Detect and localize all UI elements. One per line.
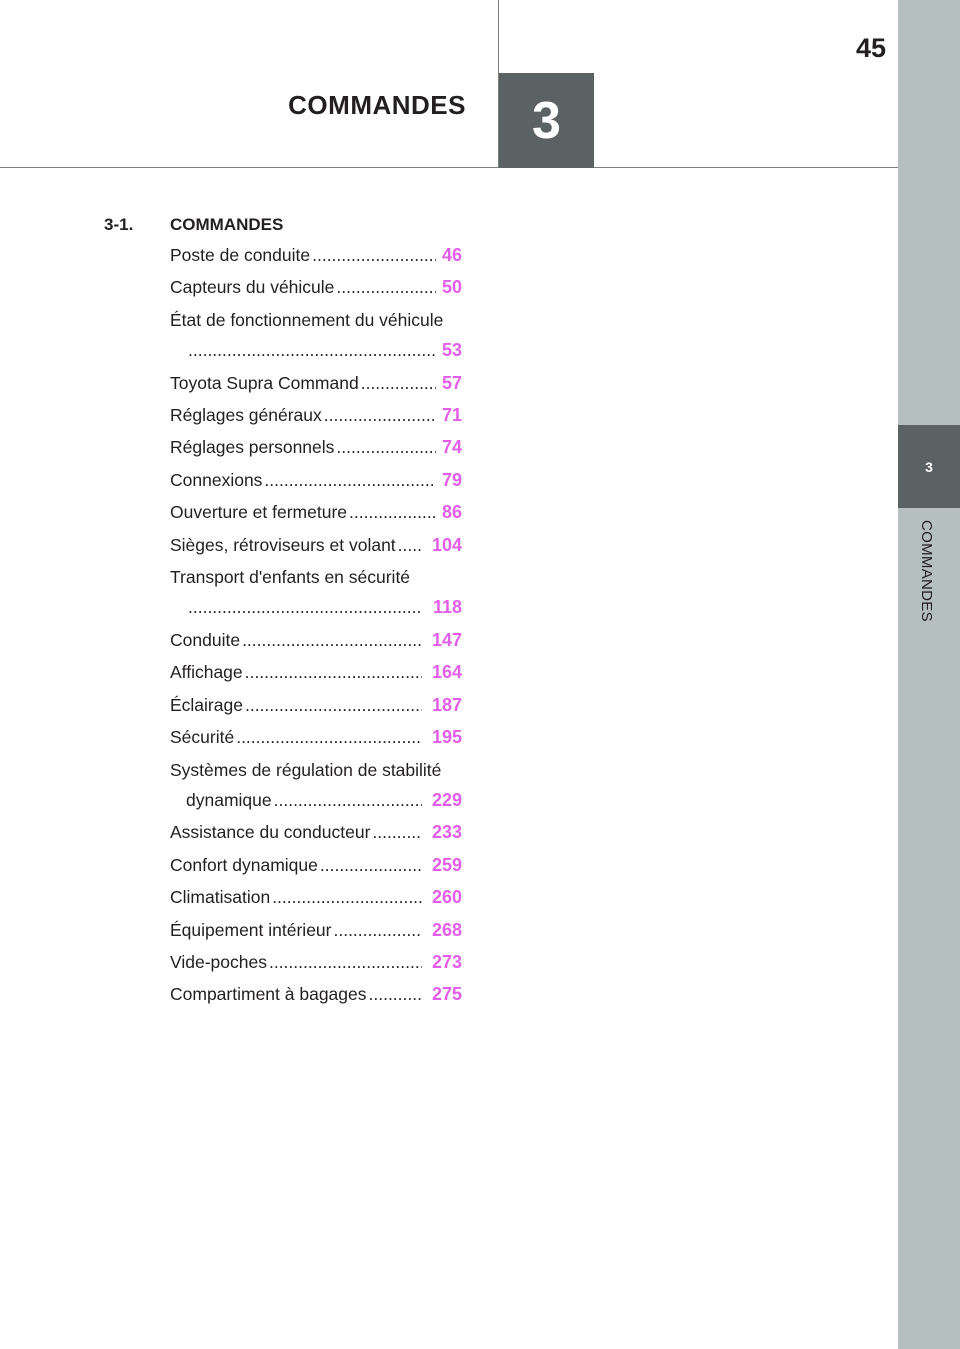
- toc-entry-leader-dots: [398, 529, 422, 561]
- toc-entry-title: Sièges, rétroviseurs et volant: [170, 534, 396, 555]
- toc-entry[interactable]: [170, 849, 462, 881]
- toc-entry-leader-dots: [372, 816, 422, 848]
- toc-entry[interactable]: [170, 978, 462, 1010]
- toc-entry-page-link[interactable]: 74: [441, 437, 462, 458]
- toc-section-number: 3-1.: [104, 215, 134, 234]
- toc-entry[interactable]: [170, 689, 462, 721]
- toc-entry[interactable]: [170, 881, 462, 913]
- toc-entry-title: Transport d'enfants en sécurité: [170, 567, 411, 588]
- page-number: 45: [855, 33, 886, 63]
- toc-entry-title: Ouverture et fermeture: [170, 502, 348, 523]
- toc-entry-page-link[interactable]: 57: [441, 372, 462, 393]
- toc-entry-page-link[interactable]: 147: [431, 629, 462, 650]
- toc-entry-page-link[interactable]: 118: [432, 597, 462, 618]
- toc-entry-page-link[interactable]: 164: [431, 662, 462, 683]
- toc-entry-leader-dots: [245, 656, 422, 688]
- toc-entry-leader-dots: [242, 624, 422, 656]
- side-chapter-label: COMMANDES: [918, 520, 935, 622]
- toc-entry-leader-dots: [336, 431, 436, 463]
- toc-entry-page-link[interactable]: 260: [431, 887, 462, 908]
- toc-entry[interactable]: [170, 304, 462, 367]
- toc-entry-page-link[interactable]: 275: [431, 984, 462, 1005]
- toc-entry-leader-dots: [188, 334, 436, 366]
- toc-entry-title-continued: dynamique: [186, 789, 272, 810]
- toc-entries: [170, 239, 462, 1011]
- toc-entry[interactable]: [170, 367, 462, 399]
- toc-entry[interactable]: [170, 529, 462, 561]
- toc-entry-leader-dots: [369, 978, 423, 1010]
- side-chapter-tab[interactable]: 3: [898, 425, 960, 508]
- toc-entry[interactable]: [170, 561, 462, 624]
- toc-entry-leader-dots: [245, 689, 422, 721]
- toc-entry-leader-dots: [349, 496, 436, 528]
- toc-entry-title: État de fonctionnement du véhicule: [170, 309, 444, 330]
- toc-entry-title: Réglages personnels: [170, 437, 335, 458]
- toc-entry-leader-dots: [269, 946, 422, 978]
- toc-entry-leader-dots: [274, 784, 422, 816]
- toc-entry[interactable]: [170, 816, 462, 848]
- side-thumb-strip: [898, 0, 960, 1349]
- toc-entry-leader-dots: [361, 367, 436, 399]
- toc-entry-page-link[interactable]: 187: [431, 694, 462, 715]
- toc-entry-title: Équipement intérieur: [170, 919, 332, 940]
- toc-entry[interactable]: [170, 946, 462, 978]
- toc-entry-title: Poste de conduite: [170, 245, 311, 265]
- toc-entry[interactable]: [170, 624, 462, 656]
- toc-entry-page-link[interactable]: 79: [441, 469, 462, 490]
- toc-entry-title: Conduite: [170, 629, 241, 650]
- chapter-number-box: 3: [499, 73, 594, 168]
- toc-entry-leader-dots: [320, 849, 422, 881]
- toc-entry-leader-dots: [333, 914, 422, 946]
- toc-entry-leader-dots: [312, 239, 436, 271]
- toc-entry-title: Capteurs du véhicule: [170, 277, 335, 298]
- toc-entry[interactable]: [170, 239, 462, 271]
- toc-entry-leader-dots: [336, 271, 436, 303]
- toc-entry-page-link[interactable]: 268: [431, 919, 462, 940]
- toc-entry-page-link[interactable]: 259: [431, 854, 462, 875]
- toc-entry[interactable]: [170, 399, 462, 431]
- toc-entry-page-link[interactable]: 273: [431, 951, 462, 972]
- toc-entry-title: Éclairage: [170, 694, 243, 715]
- toc-entry-title: Systèmes de régulation de stabilité: [170, 759, 442, 780]
- toc-entry[interactable]: [170, 656, 462, 688]
- toc-entry-page-link[interactable]: 229: [431, 789, 462, 810]
- toc-entry-title: Sécurité: [170, 727, 235, 748]
- toc-entry-page-link[interactable]: 50: [441, 277, 462, 298]
- toc-entry-title: Vide-poches: [170, 951, 267, 972]
- toc-entry[interactable]: [170, 431, 462, 463]
- toc-section-header: [104, 215, 474, 239]
- toc-entry-title: Toyota Supra Command: [170, 372, 359, 393]
- toc-entry[interactable]: [170, 914, 462, 946]
- toc-entry-leader-dots: [324, 399, 436, 431]
- toc-entry-title: Assistance du conducteur: [170, 822, 371, 843]
- table-of-contents: [104, 215, 474, 1011]
- toc-entry-title: Affichage: [170, 662, 243, 683]
- toc-entry-page-link[interactable]: 53: [441, 340, 462, 361]
- toc-entry[interactable]: [170, 464, 462, 496]
- toc-entry-title: Confort dynamique: [170, 854, 318, 875]
- toc-entry-page-link[interactable]: 104: [431, 534, 462, 555]
- header-horizontal-rule: [0, 167, 898, 168]
- toc-entry-title: Compartiment à bagages: [170, 984, 367, 1005]
- toc-entry-page-link[interactable]: 71: [441, 405, 462, 426]
- toc-entry-page-link[interactable]: 46: [441, 245, 462, 265]
- toc-entry[interactable]: [170, 754, 462, 817]
- toc-entry-leader-dots: [264, 464, 436, 496]
- toc-entry[interactable]: [170, 496, 462, 528]
- toc-entry[interactable]: [170, 721, 462, 753]
- toc-entry-leader-dots: [188, 591, 422, 623]
- toc-entry-title: Réglages généraux: [170, 405, 322, 426]
- toc-entry-leader-dots: [272, 881, 422, 913]
- toc-entry-leader-dots: [236, 721, 422, 753]
- toc-entry-title: Climatisation: [170, 887, 271, 908]
- toc-entry-page-link[interactable]: 195: [431, 727, 462, 748]
- chapter-title: COMMANDES: [288, 90, 466, 120]
- toc-entry-title: Connexions: [170, 469, 263, 490]
- toc-entry-page-link[interactable]: 86: [441, 502, 462, 523]
- toc-entry[interactable]: [170, 271, 462, 303]
- toc-section-title: COMMANDES: [170, 215, 284, 234]
- toc-entry-page-link[interactable]: 233: [431, 822, 462, 843]
